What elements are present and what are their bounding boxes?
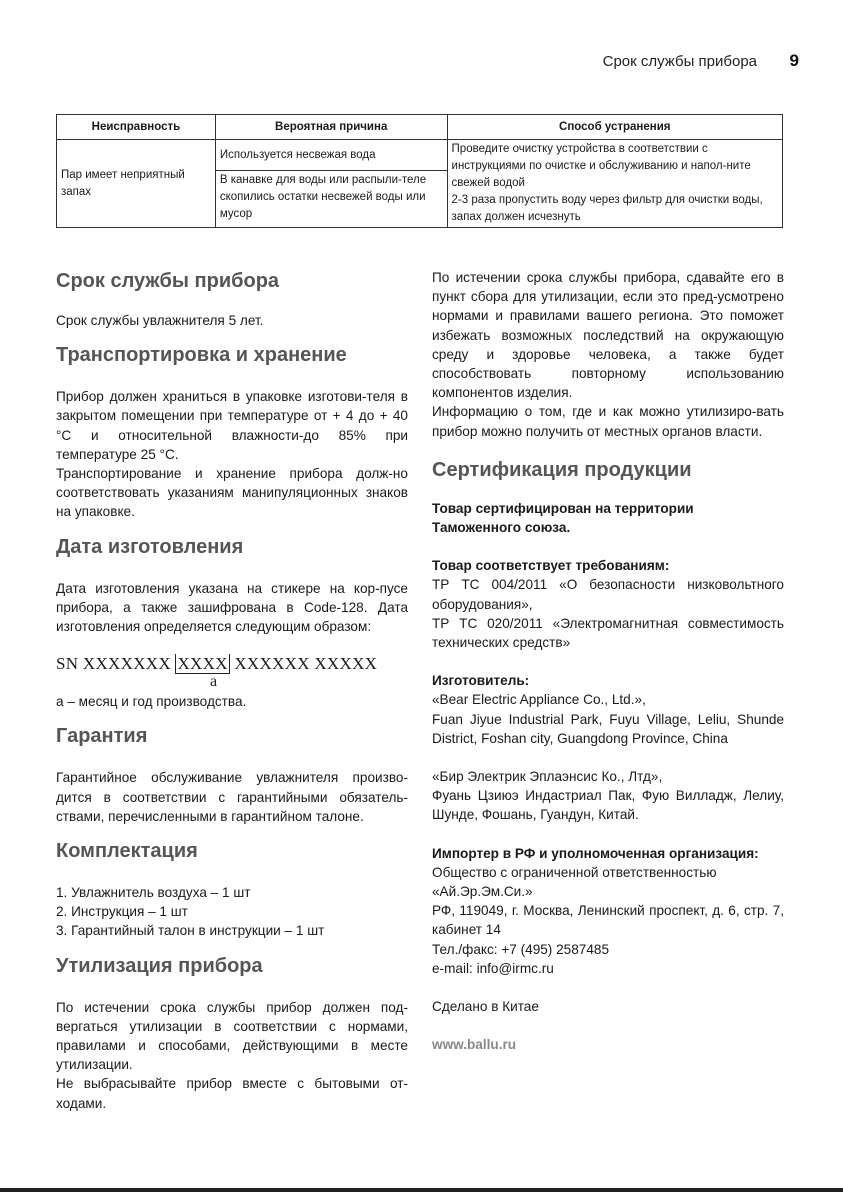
sn-note: а – месяц и год производства. bbox=[56, 694, 247, 710]
table-row bbox=[57, 140, 783, 171]
transport-paragraph: Прибор должен храниться в упаковке изготови-теля в закрытом помещении при температуре от + 4 до + 40 °С и относительной влажности-до 85% при температуре 25 °С. bbox=[56, 389, 408, 462]
table-header-row bbox=[57, 115, 783, 140]
table-header-cell: Вероятная причина bbox=[215, 115, 447, 140]
disposal-paragraph: Информацию о том, где и как можно утилизиро-вать прибор можно получить от местных органов власти. bbox=[432, 404, 784, 439]
section-heading-transport: Транспортировка и хранение bbox=[56, 344, 347, 367]
certified-statement: Товар сертифицирован на территории Таможенного союза. bbox=[432, 500, 694, 536]
importer-phone: Тел./факс: +7 (495) 2587485 bbox=[432, 941, 610, 957]
section-heading-certification: Сертификация продукции bbox=[432, 458, 692, 481]
section-heading-disposal: Утилизация прибора bbox=[56, 954, 263, 977]
header-title: Срок службы прибора bbox=[602, 53, 757, 70]
section-heading-package: Комплектация bbox=[56, 840, 198, 863]
importer-line: «Ай.Эр.Эм.Си.» bbox=[432, 884, 533, 900]
manufacturer-label: Изготовитель: bbox=[432, 673, 530, 689]
warranty-text: Гарантийное обслуживание увлажнителя произво-дится в соответствии с гарантийными обязатель-ствами, перечисленными в гарантийном талоне. bbox=[56, 770, 408, 824]
importer-email: e-mail: info@irmc.ru bbox=[432, 960, 554, 976]
sn-date-part: XXXX bbox=[177, 654, 228, 674]
serial-number-format bbox=[56, 654, 408, 674]
importer-line: Общество с ограниченной ответственностью bbox=[432, 864, 717, 880]
page-number: 9 bbox=[789, 51, 799, 70]
list-item: 3. Гарантийный талон в инструкции – 1 шт bbox=[56, 923, 325, 939]
disposal-paragraph: По истечении срока службы прибор должен под-вергаться утилизации в соответствии с нормами, правилами и способами, действующими в месте утилизации. bbox=[56, 999, 408, 1073]
table-header-cell: Неисправность bbox=[57, 115, 216, 140]
service-life-text: Срок службы увлажнителя 5 лет. bbox=[56, 313, 264, 328]
manufacturer-name-en: «Bear Electric Appliance Co., Ltd.», bbox=[432, 692, 646, 708]
disposal-paragraph: По истечении срока службы прибора, сдавайте его в пункт сбора для утилизации, если это пред-усмотрено нормами и правилами вашего региона. Это поможет избежать возможных последствий на окружающую среду и здоровье человека, а также будет способствовать повторному использованию компонентов изделия. bbox=[432, 270, 784, 401]
made-in: Сделано в Китае bbox=[432, 999, 539, 1015]
disposal-paragraph: Не выбрасывайте прибор вместе с бытовыми от-ходами. bbox=[56, 1076, 408, 1111]
section-heading-warranty: Гарантия bbox=[56, 725, 148, 748]
regulation-item: ТР ТС 004/2011 «О безопасности низковольтного оборудования», bbox=[432, 577, 784, 612]
manufacture-date-paragraph: Дата изготовления указана на стикере на кор-пусе прибора, а также зашифрована в Code-128. Дата изготовления определяется следующим образом: bbox=[56, 580, 408, 635]
remedy-cell bbox=[447, 140, 782, 228]
complies-label: Товар соответствует требованиям: bbox=[432, 558, 670, 574]
section-heading-service-life: Срок службы прибора bbox=[56, 270, 280, 292]
fault-cell: Пар имеет неприятный запах bbox=[57, 140, 216, 228]
list-item: 1. Увлажнитель воздуха – 1 шт bbox=[56, 885, 251, 901]
manufacturer-name-ru: «Бир Электрик Эплаэнсис Ко., Лтд», bbox=[432, 769, 663, 785]
troubleshooting-table bbox=[56, 114, 783, 228]
importer-address: РФ, 119049, г. Москва, Ленинский проспект, д. 6, стр. 7, кабинет 14 bbox=[432, 903, 784, 938]
sn-suffix: XXXXXX XXXXX bbox=[229, 654, 378, 674]
sn-prefix: SN XXXXXXX bbox=[56, 654, 176, 674]
regulation-item: ТР ТС 020/2011 «Электромагнитная совместимость технических средств» bbox=[432, 615, 784, 651]
remedy-text: Проведите очистку устройства в соответствии с инструкциями по очистке и обслуживанию и напол-ните свежей водой bbox=[451, 143, 751, 189]
right-column bbox=[432, 268, 784, 1055]
cause-cell: Используется несвежая вода bbox=[215, 140, 447, 171]
left-column bbox=[56, 268, 408, 1113]
section-heading-manufacture-date: Дата изготовления bbox=[56, 535, 244, 558]
manufacturer-address-en: Fuan Jiyue Industrial Park, Fuyu Village, Leliu, Shunde District, Foshan city, Guangdong Province, China bbox=[432, 711, 784, 746]
transport-paragraph: Транспортирование и хранение прибора долж-но соответствовать указаниям манипуляционных знаков на упаковке. bbox=[56, 466, 408, 520]
bottom-rule bbox=[0, 1188, 843, 1192]
table-header-cell: Способ устранения bbox=[447, 115, 782, 140]
package-list bbox=[56, 883, 408, 941]
website-link[interactable]: www.ballu.ru bbox=[432, 1037, 517, 1053]
manufacturer-address-ru: Фуань Цзиюэ Индастриал Пак, Фую Вилладж, Лелиу, Шунде, Фошань, Гуандун, Китай. bbox=[432, 788, 784, 823]
remedy-text: 2-3 раза пропустить воду через фильтр для очистки воды, запах должен исчезнуть bbox=[451, 194, 763, 223]
cause-cell: В канавке для воды или распыли-теле скопились остатки несвежей воды или мусор bbox=[215, 171, 447, 228]
sn-marker: a bbox=[210, 673, 218, 691]
importer-label: Импортер в РФ и уполномоченная организация: bbox=[432, 845, 759, 861]
list-item: 2. Инструкция – 1 шт bbox=[56, 904, 188, 920]
